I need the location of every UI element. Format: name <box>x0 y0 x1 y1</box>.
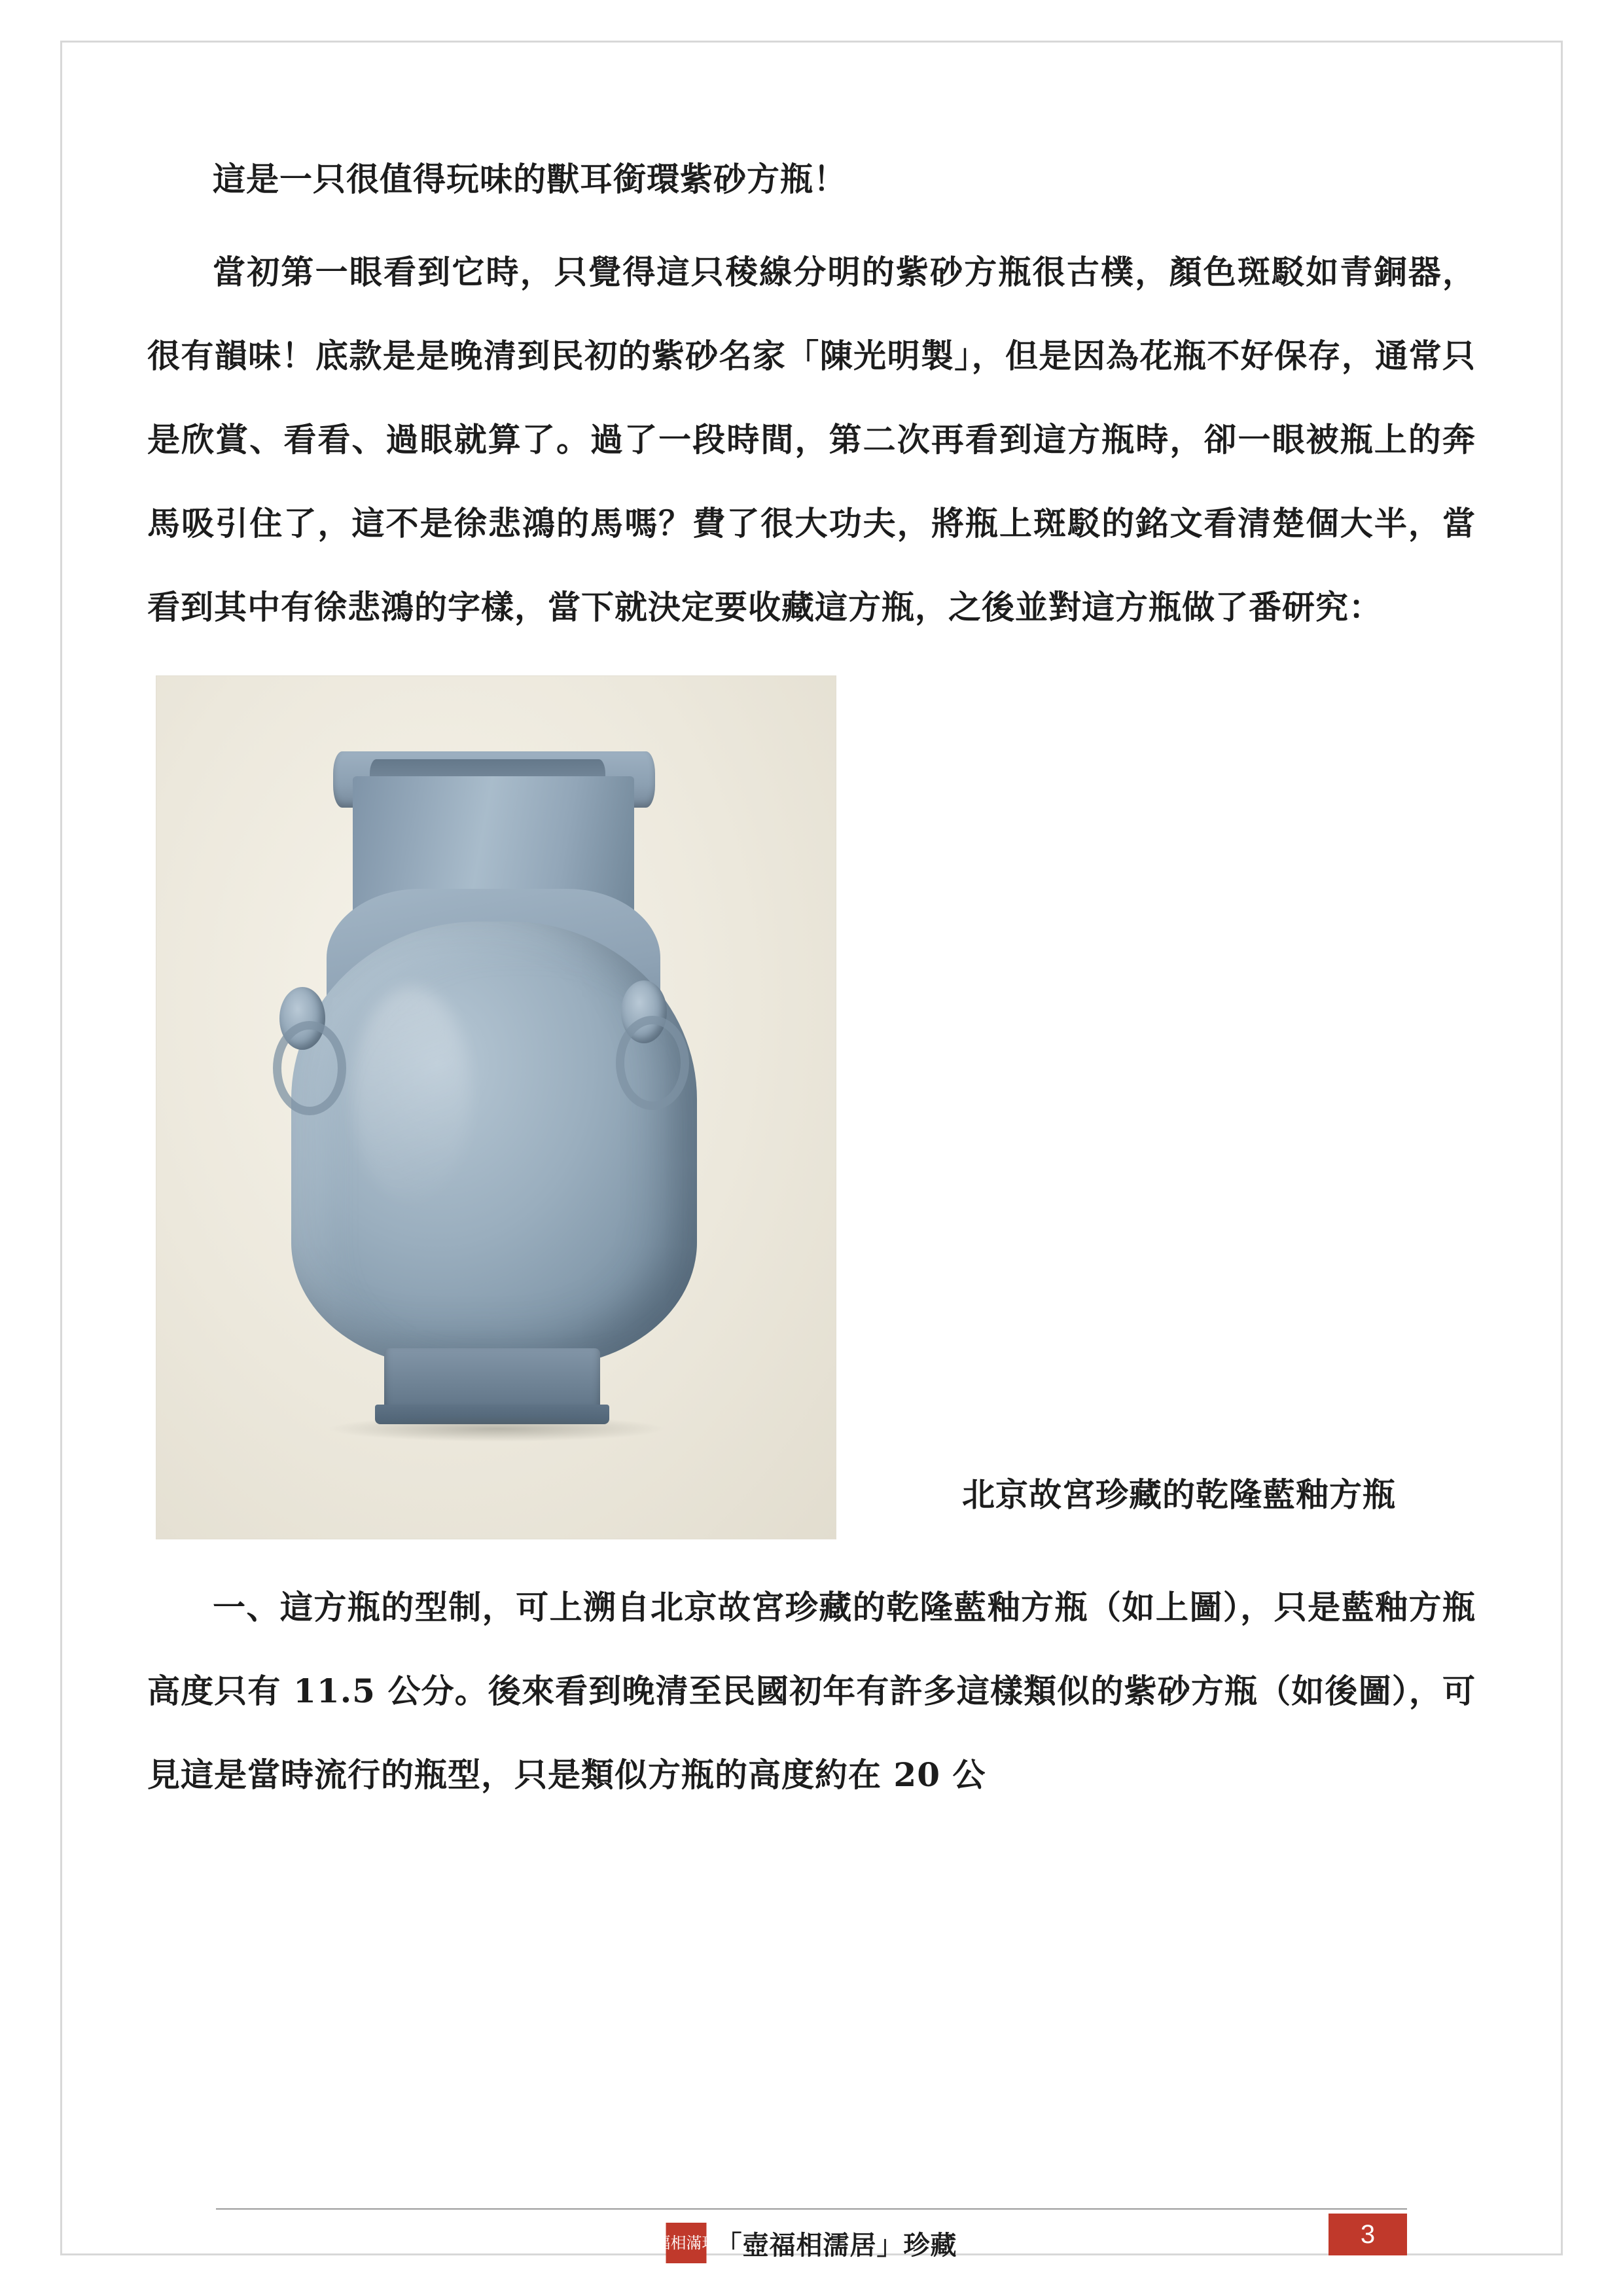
paragraph-2: 當初第一眼看到它時，只覺得這只稜線分明的紫砂方瓶很古樸，顏色斑駁如青銅器，很有韻味！底款是是晚清到民初的紫砂名家「陳光明製」，但是因為花瓶不好保存，通常只是欣賞、看看、過眼就算了。過了一段時間，第二次再看到這方瓶時，卻一眼被瓶上的奔馬吸引住了，這不是徐悲鴻的馬嗎？費了很大功夫，將瓶上斑駁的銘文看清楚個大半，當看到其中有徐悲鴻的字樣，當下就決定要收藏這方瓶，之後並對這方瓶做了番研究： <box>147 253 1476 626</box>
paragraph-1: 這是一只很值得玩味的獸耳銜環紫砂方瓶！ <box>213 160 847 198</box>
footer-collection-mark <box>639 2223 957 2263</box>
footer-collection-text: 「壺福相濡居」珍藏 <box>715 2229 957 2261</box>
footer-divider <box>216 2208 1407 2210</box>
vase-ring-right <box>616 1016 689 1110</box>
collection-seal-icon: 壺福相滿珍藏 <box>666 2223 707 2263</box>
vase-illustration <box>228 725 765 1465</box>
paragraph-spacer <box>147 221 1476 230</box>
vase-ring-left <box>273 1021 346 1115</box>
page-number: 3 <box>1329 2214 1407 2255</box>
document-body <box>147 137 1476 1817</box>
figure-block <box>147 675 1476 1559</box>
vase-highlight <box>353 987 471 1203</box>
blue-glazed-square-vase-photo <box>156 675 836 1539</box>
page-footer <box>216 2208 1407 2261</box>
paragraph-3: 一、這方瓶的型制，可上溯自北京故宮珍藏的乾隆藍釉方瓶（如上圖），只是藍釉方瓶高度只有 11.5 公分。後來看到晚清至民國初年有許多這樣類似的紫砂方瓶（如後圖），可見這是當時流行的瓶型，只是類似方瓶的高度約在 20 公 <box>147 1588 1476 1794</box>
figure-caption: 北京故宮珍藏的乾隆藍釉方瓶 <box>962 1475 1396 1514</box>
vase-shadow <box>327 1416 667 1442</box>
